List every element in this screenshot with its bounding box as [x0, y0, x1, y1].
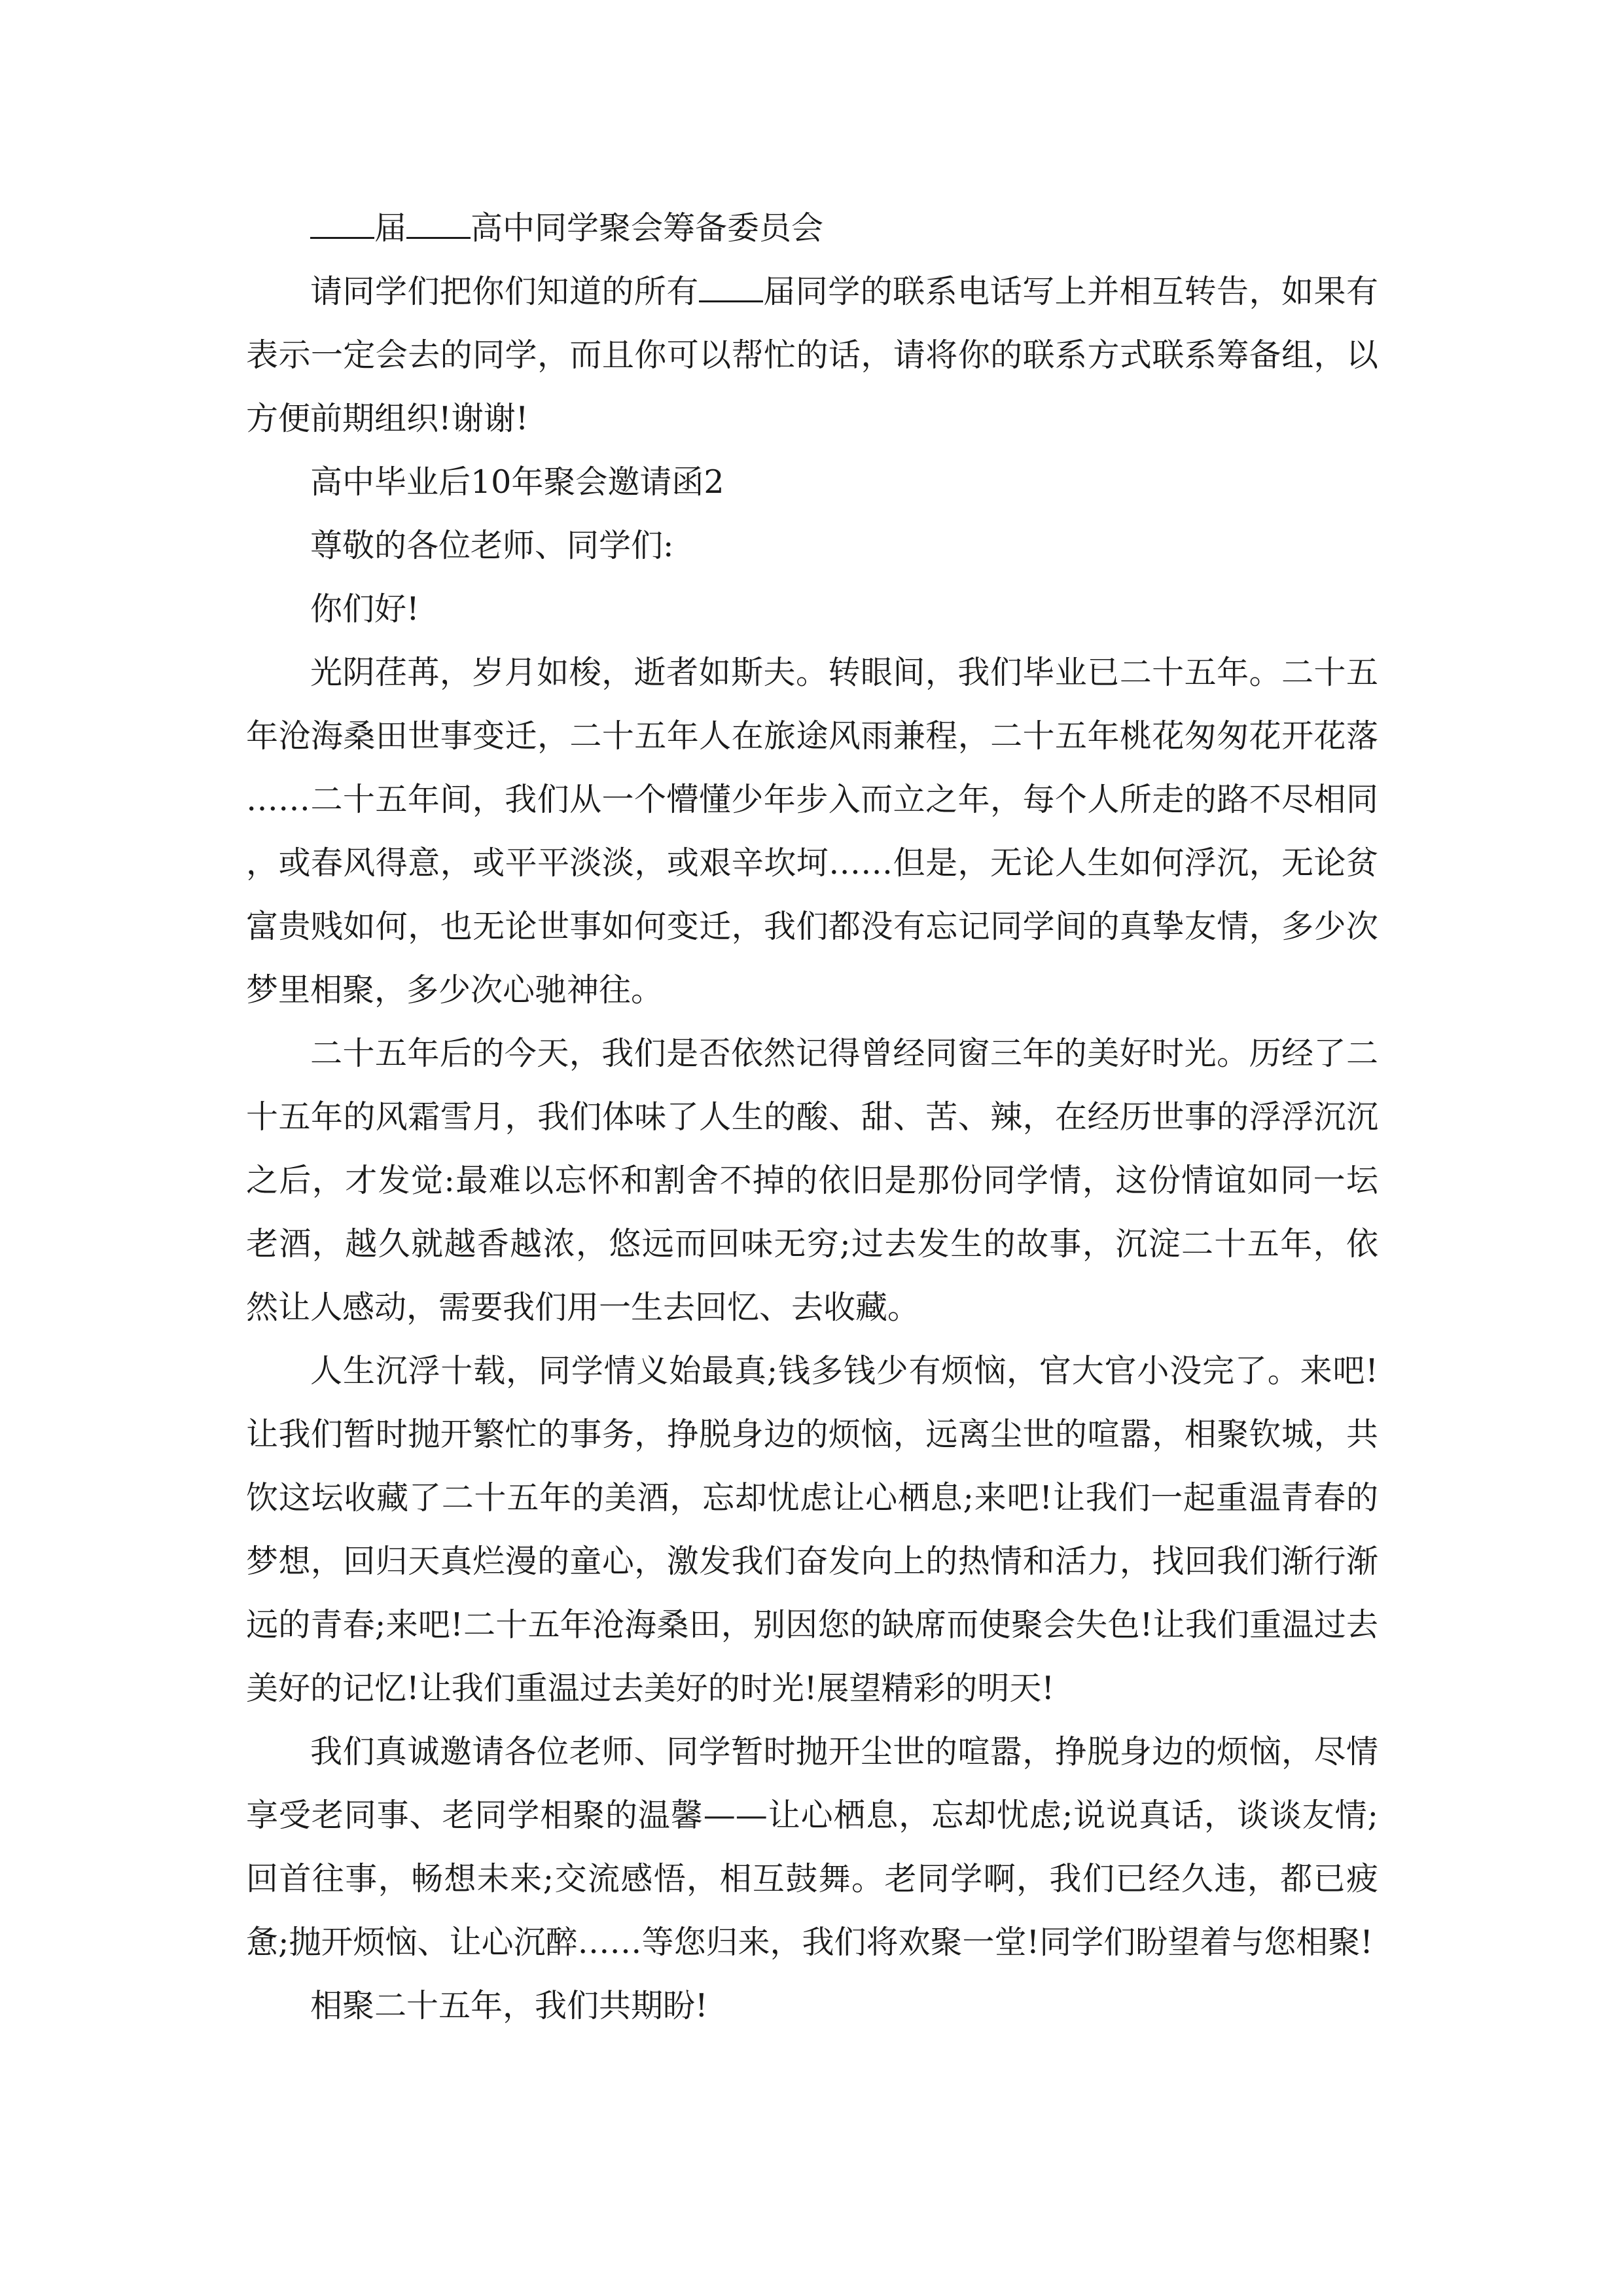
document-page [246, 196, 1378, 2037]
body-paragraph: 二十五年后的今天，我们是否依然记得曾经同窗三年的美好时光。历经了二十五年的风霜雪月，我们体味了人生的酸、甜、苦、辣，在经历世事的浮浮沉沉之后，才发觉:最难以忘怀和割舍不掉的依旧是那份同学情，这份情谊如同一坛老酒，越久就越香越浓，悠远而回味无穷;过去发生的故事，沉淀二十五年，依然让人感动，需要我们用一生去回忆、去收藏。 [246, 1035, 1378, 1326]
contact-request-paragraph [246, 260, 1378, 450]
contact-request-text: 届同学的联系电话写上并相互转告，如果有表示一定会去的同学，而且你可以帮忙的话，请将你的联系方式联系筹备组，以方便前期组织!谢谢! [246, 273, 1378, 437]
letter-title: 高中毕业后10年聚会邀请函2 [310, 463, 724, 501]
body-paragraph: 我们真诚邀请各位老师、同学暂时抛开尘世的喧嚣，挣脱身边的烦恼，尽情享受老同事、老同学相聚的温馨——让心栖息，忘却忧虑;说说真话，谈谈友情;回首往事，畅想未来;交流感悟，相互鼓舞。老同学啊，我们已经久违，都已疲惫;抛开烦恼、让心沉醉……等您归来，我们将欢聚一堂!同学们盼望着与您相聚! [246, 1733, 1378, 1961]
blank-line [406, 211, 471, 239]
salutation: 尊敬的各位老师、同学们: [310, 527, 674, 564]
body-paragraph: 光阴荏苒，岁月如梭，逝者如斯夫。转眼间，我们毕业已二十五年。二十五年沧海桑田世事变迁，二十五年人在旅途风雨兼程，二十五年桃花匆匆花开花落……二十五年间，我们从一个懵懂少年步入而立之年，每个人所走的路不尽相同，或春风得意，或平平淡淡，或艰辛坎坷……但是，无论人生如何浮沉，无论贫富贵贱如何，也无论世事如何变迁，我们都没有忘记同学间的真挚友情，多少次梦里相聚，多少次心驰神往。 [246, 654, 1378, 1009]
blank-line [310, 211, 374, 239]
committee-name: 高中同学聚会筹备委员会 [471, 209, 824, 247]
contact-request-text: 请同学们把你们知道的所有 [310, 273, 699, 310]
closing-line: 相聚二十五年，我们共期盼! [310, 1987, 708, 2024]
body-paragraph: 人生沉浮十载，同学情义始最真;钱多钱少有烦恼，官大官小没完了。来吧!让我们暂时抛开繁忙的事务，挣脱身边的烦恼，远离尘世的喧嚣，相聚钦城，共饮这坛收藏了二十五年的美酒，忘却忧虑让心栖息;来吧!让我们一起重温青春的梦想，回归天真烂漫的童心，激发我们奋发向上的热情和活力，找回我们渐行渐远的青春;来吧!二十五年沧海桑田，别因您的缺席而使聚会失色!让我们重温过去美好的记忆!让我们重温过去美好的时光!展望精彩的明天! [246, 1352, 1378, 1707]
committee-line [246, 196, 1378, 260]
greeting: 你们好! [310, 590, 419, 628]
blank-line [699, 274, 763, 302]
committee-text-part: 届 [374, 209, 407, 247]
